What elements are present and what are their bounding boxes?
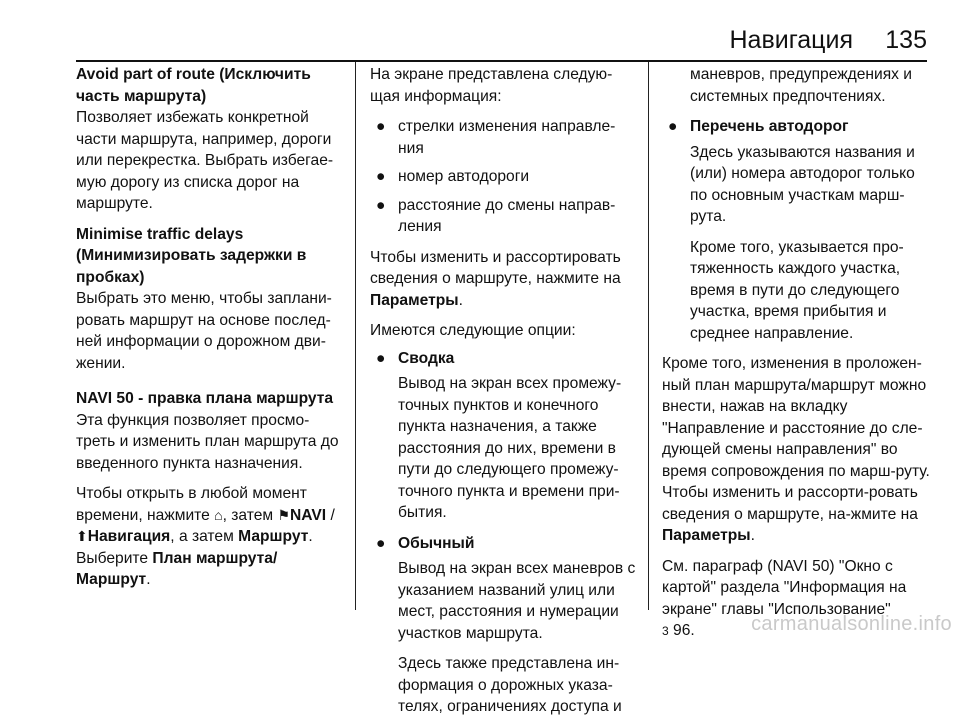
list-item: ● Сводка xyxy=(376,349,455,367)
navigation-label: Навигация xyxy=(87,528,171,545)
navi-label: NAVI xyxy=(290,506,327,524)
watermark: carmanualsonline.info xyxy=(751,613,952,635)
page-ref[interactable]: 96. xyxy=(673,622,695,639)
list-item: ● номер автодороги xyxy=(376,168,530,185)
roads-heading: Перечень автодорог xyxy=(690,118,849,135)
info-intro: На экране представлена следую-щая информация: xyxy=(370,66,613,105)
page-number: 135 xyxy=(885,26,927,54)
list-item: ● расстояние до смены направ-ления xyxy=(376,196,616,235)
route-label: Маршрут xyxy=(238,528,309,545)
continued-text: маневров, предупреждениях и системных предпочтениях. xyxy=(690,66,913,105)
info-list xyxy=(370,116,640,238)
options-intro: Имеются следующие опции: xyxy=(370,322,576,339)
avoid-text: Позволяет избежать конкретной части маршрута, например, дороги или перекрестка. Выбрать избегае-мую дорогу из списка дорог на маршруте. xyxy=(76,109,334,212)
navigation-arrow-icon: ⬆ xyxy=(76,528,88,544)
summary-heading: Сводка xyxy=(398,349,455,367)
plan-label: План маршрута xyxy=(152,549,273,567)
header-rule xyxy=(76,60,927,62)
navi-heading: NAVI 50 - правка плана маршрута xyxy=(76,390,334,407)
options-list xyxy=(662,116,930,138)
route-label-2: Маршрут xyxy=(76,571,147,588)
home-icon: ⌂ xyxy=(214,506,223,523)
see-also: См. параграф (NAVI 50) "Окно с картой" раздела "Информация на экране" главы "Использование" 3 96. xyxy=(662,557,907,639)
change-text: Чтобы изменить и рассортировать сведения о маршруте, нажмите на Параметры. xyxy=(370,248,621,309)
page-header xyxy=(76,18,927,62)
list-item: ● стрелки изменения направле-ния xyxy=(376,118,616,157)
avoid-heading: Avoid part of route (Исключить часть маршрута) xyxy=(76,66,311,105)
list-item: ● Перечень автодорог xyxy=(668,118,849,135)
normal-heading: Обычный xyxy=(398,534,475,552)
more-text: Кроме того, изменения в проложен-ный план маршрута/маршрут можно внести, нажав на вкладку "Направление и расстояние до сле-дующей смены направления" во время сопровождения по марш-руту. Чтобы изменить и рассорти-ровать сведения о маршруте, на-жмите на Параметры. xyxy=(662,355,930,544)
normal-text: Вывод на экран всех маневров с указанием названий улиц или мест, расстояния и нумерации участков маршрута. xyxy=(398,560,636,642)
minimise-text: Выбрать это меню, чтобы заплани-ровать маршрут на основе послед-ней информации о дорожном дви-жении. xyxy=(76,290,332,372)
page-ref-icon: 3 xyxy=(662,624,669,638)
column-divider xyxy=(355,62,356,610)
summary-text: Вывод на экран всех промежу-точных пунктов и конечного пункта назначения, а также расстояния до них, времени в пути до следующего промежу-точного пункта и времени при-бытия. xyxy=(398,375,622,521)
column-divider xyxy=(648,62,649,610)
column-1 xyxy=(76,64,348,600)
params-label: Параметры xyxy=(662,527,751,544)
navi-text: Эта функция позволяет просмо-треть и изменить план маршрута до введенного пункта назначения. xyxy=(76,411,339,472)
options-list xyxy=(370,348,640,370)
roads-text: Здесь указываются названия и (или) номера автодорог только по основным участкам марш-рута. xyxy=(690,143,915,225)
options-list xyxy=(370,533,640,555)
page-title: Навигация xyxy=(729,26,853,54)
open-instructions: Чтобы открыть в любой момент времени, нажмите ⌂, затем ⚑NAVI / ⬆Навигация, а затем Маршрут. Выберите План маршрута/Маршрут. xyxy=(76,485,335,588)
flag-icon: ⚑ xyxy=(277,506,291,523)
list-item: ● Обычный xyxy=(376,534,475,552)
minimise-heading: Minimise traffic delays (Минимизировать задержки в пробках) xyxy=(76,225,307,286)
normal-text-2: Здесь также представлена ин-формация о дорожных указа-телях, ограничениях доступа и xyxy=(398,655,622,715)
column-3 xyxy=(662,64,930,652)
column-2 xyxy=(370,64,640,727)
roads-text-2: Кроме того, указывается про-тяженность каждого участка, время в пути до следующего участка, время прибытия и среднее направление. xyxy=(690,238,904,342)
params-label: Параметры xyxy=(370,291,459,309)
